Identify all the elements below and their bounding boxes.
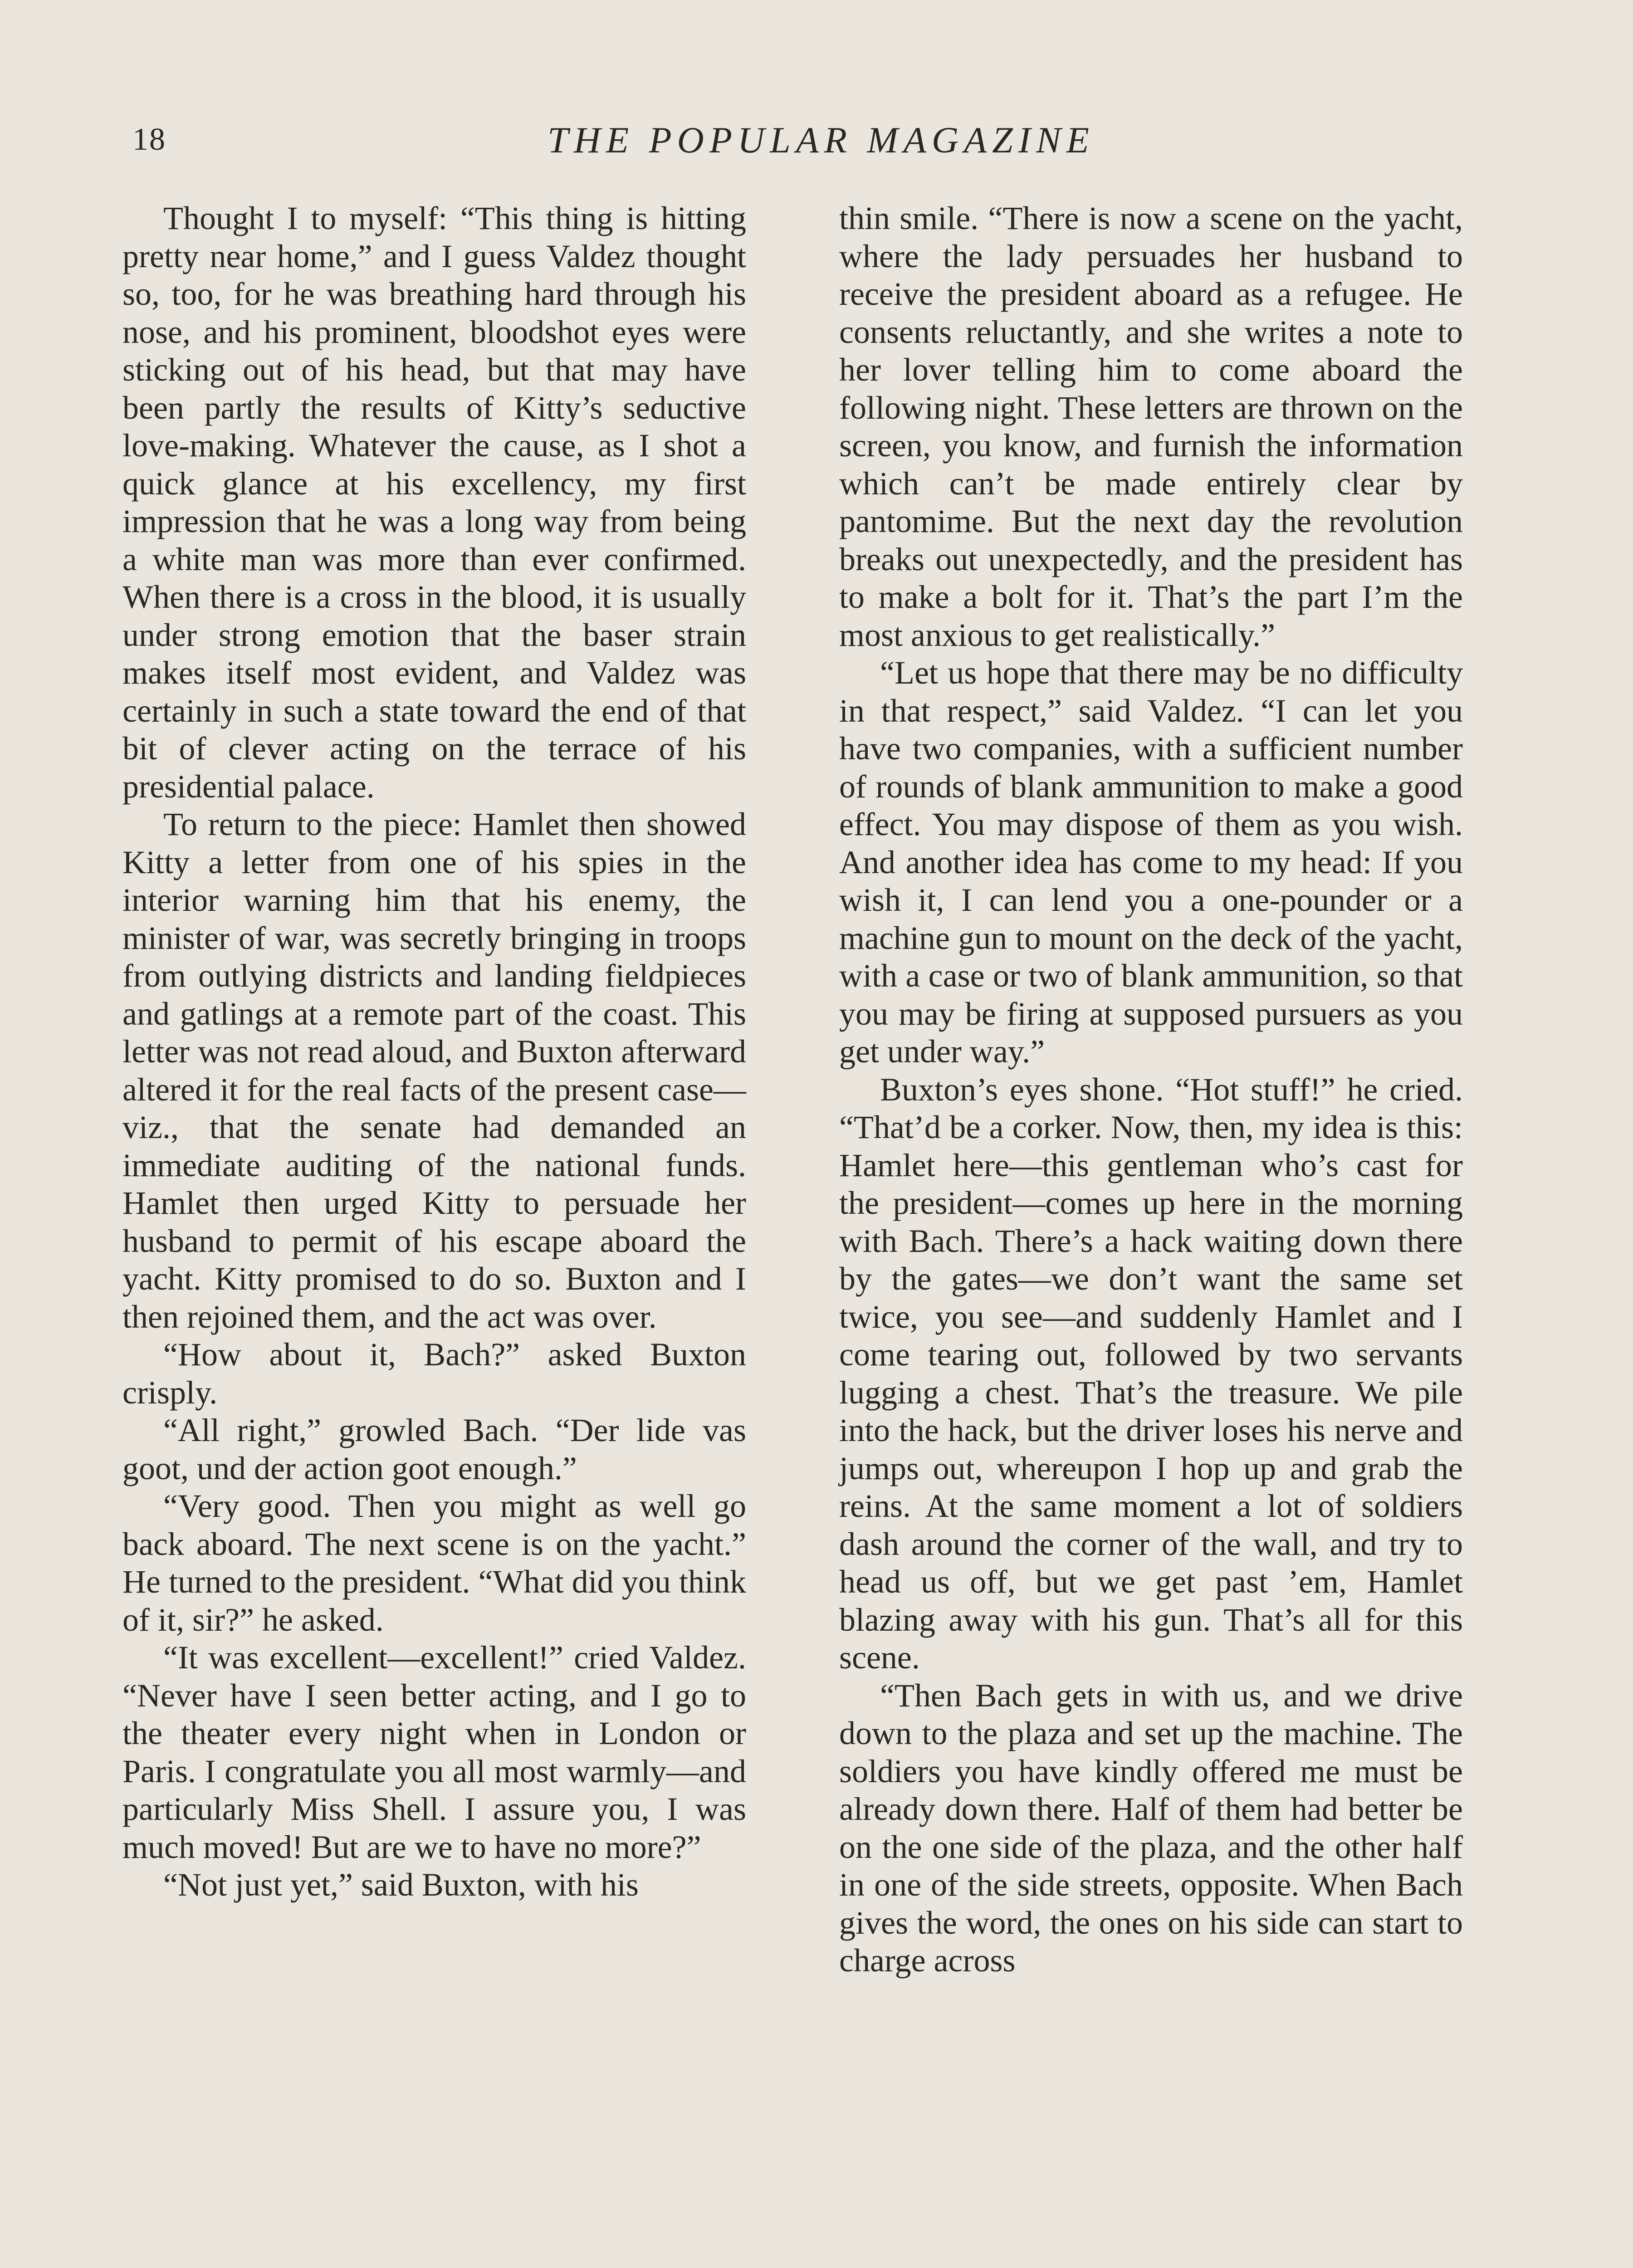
paragraph: Thought I to myself: “This thing is hitting pretty near home,” and I guess Valdez thought so, too, for he was breathing hard through his nose, and his prominent, bloodshot eyes were sticking out of his head, but that may have been partly the results of Kitty’s seductive love-making. Whatever the cause, as I shot a quick glance at his excellency, my first impression that he was a long way from being a white man was more than ever confirmed. When there is a cross in the blood, it is usually under strong emotion that the baser strain makes itself most evident, and Valdez was certainly in such a state toward the end of that bit of clever acting on the terrace of his presidential palace. xyxy=(122,200,746,805)
paragraph: “Very good. Then you might as well go back aboard. The next scene is on the yacht.” He turned to the president. “What did you think of it, sir?” he asked. xyxy=(122,1488,746,1638)
paragraph: Buxton’s eyes shone. “Hot stuff!” he cried. “That’d be a corker. Now, then, my idea is this: Hamlet here—this gentleman who’s cast for the president—comes up here in the morning with Bach. There’s a hack waiting down there by the gates—we don’t want the same set twice, you see—and suddenly Hamlet and I come tearing out, followed by two servants lugging a chest. That’s the treasure. We pile into the hack, but the driver loses his nerve and jumps out, whereupon I hop up and grab the reins. At the same moment a lot of soldiers dash around the corner of the wall, and try to head us off, but we get past ’em, Hamlet blazing away with his gun. That’s all for this scene. xyxy=(839,1071,1463,1676)
paragraph: To return to the piece: Hamlet then showed Kitty a letter from one of his spies in the interior warning him that his enemy, the minister of war, was secretly bringing in troops from outlying districts and landing fieldpieces and gatlings at a remote part of the coast. This letter was not read aloud, and Buxton afterward altered it for the real facts of the present case—viz., that the senate had demanded an immediate auditing of the national funds. Hamlet then urged Kitty to persuade her husband to permit of his escape aboard the yacht. Kitty promised to do so. Buxton and I then rejoined them, and the act was over. xyxy=(122,806,746,1335)
running-head: THE POPULAR MAGAZINE xyxy=(548,119,1095,161)
paragraph: “All right,” growled Bach. “Der lide vas goot, und der action goot enough.” xyxy=(122,1412,746,1486)
paragraph: “It was excellent—excellent!” cried Valdez. “Never have I seen better acting, and I go to the theater every night when in London or Paris. I congratulate you all most warmly—and particularly Miss Shell. I assure you, I was much moved! But are we to have no more?” xyxy=(122,1639,746,1865)
paragraph: “Let us hope that there may be no difficulty in that respect,” said Valdez. “I can let you have two companies, with a sufficient number of rounds of blank ammunition to make a good effect. You may dispose of them as you wish. And another idea has come to my head: If you wish it, I can lend you a one-pounder or a machine gun to mount on the deck of the yacht, with a case or two of blank ammunition, so that you may be firing at supposed pursuers as you get under way.” xyxy=(839,655,1463,1070)
paragraph: thin smile. “There is now a scene on the yacht, where the lady persuades her husband to receive the president aboard as a refugee. He consents reluctantly, and she writes a note to her lover telling him to come aboard the following night. These letters are thrown on the screen, you know, and furnish the information which can’t be made entirely clear by pantomime. But the next day the revolution breaks out unexpectedly, and the president has to make a bolt for it. That’s the part I’m the most anxious to get realistically.” xyxy=(839,200,1463,653)
paragraph: “Then Bach gets in with us, and we drive down to the plaza and set up the machine. The soldiers you have kindly offered me must be already down there. Half of them had better be on the one side of the plaza, and the other half in one of the side streets, opposite. When Bach gives the word, the ones on his side can start to charge across xyxy=(839,1677,1463,1979)
page-number: 18 xyxy=(132,122,166,157)
left-column xyxy=(122,200,746,1904)
paragraph: “How about it, Bach?” asked Buxton crisply. xyxy=(122,1336,746,1411)
right-column xyxy=(839,200,1463,1980)
paragraph: “Not just yet,” said Buxton, with his xyxy=(163,1867,639,1903)
